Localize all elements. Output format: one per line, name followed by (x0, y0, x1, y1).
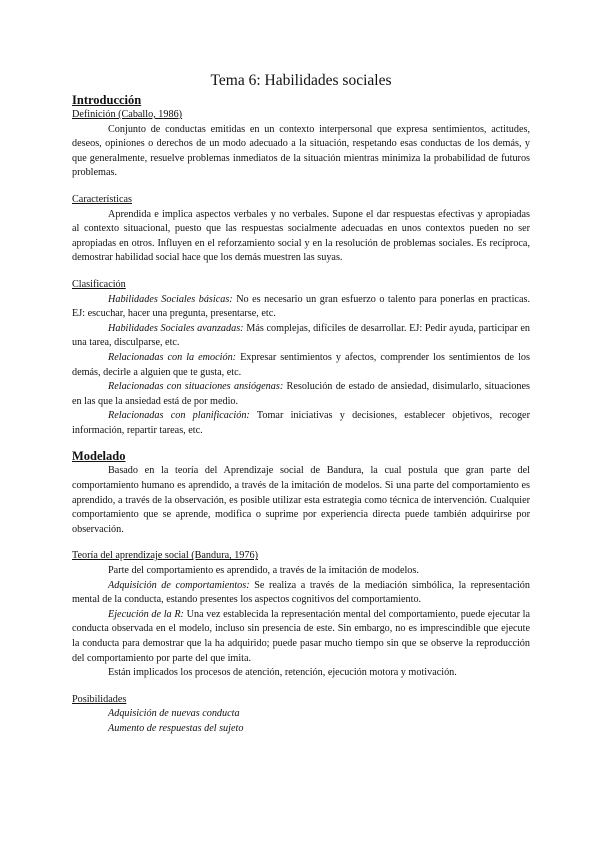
subheading-caracteristicas: Características (72, 193, 132, 205)
teoria-paragraph-3 (72, 608, 530, 666)
clasificacion-term: Relacionadas con la emoción: (108, 351, 237, 363)
page-title: Tema 6: Habilidades sociales (210, 72, 392, 89)
teoria-paragraph-4: Están implicados los procesos de atención, retención, ejecución motora y motivación. (108, 667, 457, 679)
clasificacion-text: Resolución de estado de ansiedad, disimularlo, situaciones en las que la ansiedad está de por medio. (72, 381, 530, 407)
subheading-definicion: Definición (Caballo, 1986) (72, 109, 183, 120)
clasificacion-term: Relacionadas con situaciones ansiógenas: (108, 381, 284, 393)
clasificacion-text: No es necesario un gran esfuerzo o talento para ponerlas en practicas. EJ: escuchar, hacer una pregunta, presentarse, etc. (72, 293, 530, 320)
posibilidad-item: Adquisición de nuevas conducta (108, 708, 240, 720)
caracteristicas-paragraph: Aprendida e implica aspectos verbales y no verbales. Supone el dar respuestas efectivas y apropiadas al contexto situacional, puesto que las respuestas socialmente adecuadas en unos contextos pueden no ser apropiadas en otros. Influyen en el reforzamiento social y en la resolución de problemas sociales. Es recíproca, demostrar habilidad social hace que los demás muestren las suyas. (72, 208, 530, 264)
teoria-text: Se realiza a través de la mediación simbólica, la representación mental de la conducta, estando presentes los aspectos cognitivos del comportamiento. (72, 579, 530, 606)
teoria-paragraph-1: Parte del comportamiento es aprendido, a través de la imitación de modelos. (108, 565, 419, 577)
clasificacion-term: Habilidades Sociales avanzadas: (108, 322, 244, 334)
posibilidad-item: Aumento de respuestas del sujeto (108, 722, 244, 734)
clasificacion-term: Habilidades Sociales básicas: (108, 293, 233, 305)
clasificacion-text: Más complejas, difíciles de desarrollar. EJ: Pedir ayuda, participar en una tarea, disculparse, etc. (72, 322, 530, 349)
clasificacion-item (72, 409, 530, 438)
teoria-term: Ejecución de la R: (108, 608, 184, 620)
clasificacion-item (72, 380, 530, 409)
heading-modelado: Modelado (72, 449, 126, 464)
subheading-teoria: Teoría del aprendizaje social (Bandura, 1976) (72, 550, 258, 562)
modelado-paragraph: Basado en la teoría del Aprendizaje social de Bandura, la cual postula que gran parte del comportamiento humano es aprendido, a través de la imitación de modelos. Si una parte del comportamiento es aprendido, a través de la observación, es posible utilizar esta estrategia como técnica de intervención. Cualquier comportamiento que se aprende, modifica o suprime por experiencia directa puede también adquirirse por observación. (72, 465, 530, 535)
subheading-clasificacion: Clasificación (72, 278, 126, 290)
clasificacion-term: Relacionadas con planificación: (108, 410, 250, 422)
clasificacion-item (72, 351, 530, 380)
teoria-term: Adquisición de comportamientos: (108, 579, 250, 591)
definicion-paragraph: Conjunto de conductas emitidas en un contexto interpersonal que expresa sentimientos, actitudes, deseos, opiniones o derechos de un modo adecuado a la situación, respetando esas conductas de los demás, y que generalmente, resuelve problemas inmediatos de la situación mientras minimiza la probabilidad de futuros problemas. (72, 123, 530, 179)
heading-introduccion: Introducción (72, 93, 142, 107)
clasificacion-item (72, 293, 530, 322)
clasificacion-text: Tomar iniciativas y decisiones, establecer objetivos, recoger información, repartir tareas, etc. (72, 410, 530, 436)
clasificacion-item (72, 322, 530, 351)
clasificacion-text: Expresar sentimientos y afectos, comprender los sentimientos de los demás, decirle a alguien que te gusta, etc. (72, 351, 530, 378)
subheading-posibilidades: Posibilidades (72, 693, 127, 705)
teoria-paragraph-2 (72, 579, 530, 608)
teoria-text: Una vez establecida la representación mental del comportamiento, puede ejecutar la conducta observada en el modelo, incluso sin presencia de este. Sin embargo, no es imprescindible que ejecute la conducta para demostrar que la ha adquirido; puede pasar mucho tiempo sin que se observe la reproducción del comportamiento por parte del que imita. (72, 608, 531, 664)
